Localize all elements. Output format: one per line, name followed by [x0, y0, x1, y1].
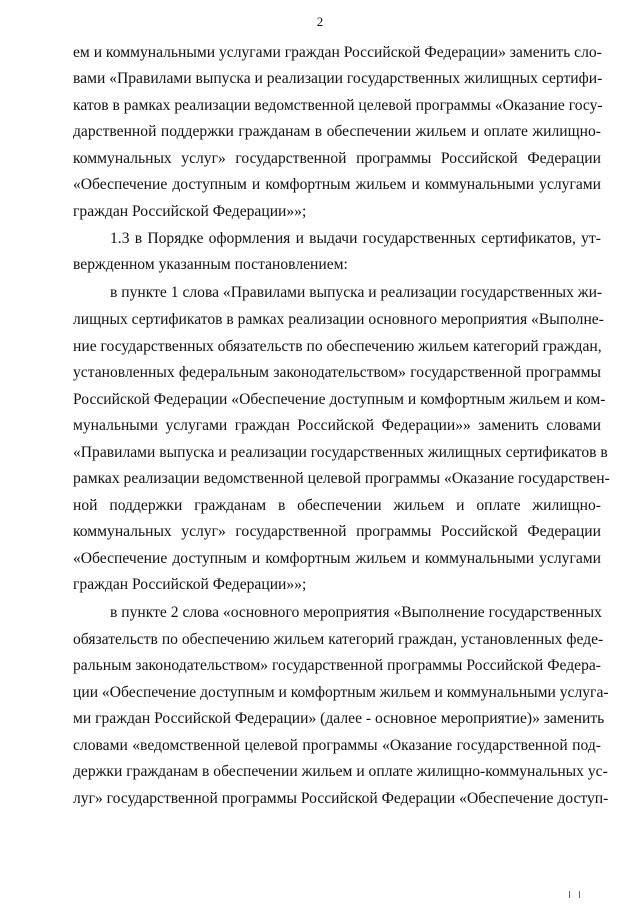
text-line: дарственной поддержки гражданам в обеспечении жильем и оплате жилищно- — [73, 123, 601, 140]
scan-marks — [566, 891, 586, 899]
text-line: «Обеспечение доступным и комфортным жильем и коммунальными услугами — [73, 550, 601, 567]
text-line: катов в рамках реализации ведомственной целевой программы «Оказание госу- — [73, 97, 603, 114]
text-line: ми граждан Российской Федерации» (далее - основное мероприятие)» заменить — [73, 710, 605, 727]
text-line: вами «Правилами выпуска и реализации государственных жилищных сертифи- — [73, 70, 603, 87]
text-line: ральным законодательством» государственной программы Российской Федера- — [73, 657, 601, 674]
text-line: луг» государственной программы Российской Федерации «Обеспечение доступ- — [73, 790, 609, 807]
text-line: ции «Обеспечение доступным и комфортным жильем и коммунальными услуга- — [73, 684, 609, 701]
text-line: вержденном указанным постановлением: — [73, 256, 348, 273]
text-line: рамках реализации ведомственной целевой программы «Оказание государствен- — [73, 470, 610, 487]
text-line: словами «ведомственной целевой программы «Оказание государственной под- — [73, 737, 601, 754]
page-number: 2 — [316, 14, 324, 29]
text-line: граждан Российской Федерации»»; — [73, 203, 307, 220]
text-line: мунальными услугами граждан Российской Федерации»» заменить словами — [73, 417, 601, 434]
text-line: ной поддержки гражданам в обеспечении жильем и оплате жилищно- — [73, 497, 601, 514]
text-line: держки гражданам в обеспечении жильем и оплате жилищно-коммунальных ус- — [73, 763, 608, 780]
text-line: в пункте 1 слова «Правилами выпуска и реализации государственных жи- — [110, 284, 603, 301]
text-line: 1.3 в Порядке оформления и выдачи государственных сертификатов, ут- — [110, 230, 601, 247]
text-line: граждан Российской Федерации»»; — [73, 576, 307, 593]
scan-mark — [569, 891, 570, 898]
text-line: «Обеспечение доступным и комфортным жильем и коммунальными услугами — [73, 176, 601, 193]
text-line: обязательств по обеспечению жильем категорий граждан, установленных феде- — [73, 631, 604, 648]
scan-mark — [579, 891, 580, 898]
text-line: лищных сертификатов в рамках реализации основного мероприятия «Выполне- — [73, 311, 604, 328]
text-line: в пункте 2 слова «основного мероприятия «Выполнение государственных — [110, 604, 602, 621]
text-line: установленных федеральным законодательством» государственной программы — [73, 364, 601, 381]
text-line: ем и коммунальными услугами граждан Российской Федерации» заменить сло- — [73, 44, 602, 61]
text-line: Российской Федерации «Обеспечение доступным и комфортным жильем и ком- — [73, 391, 606, 408]
text-line: коммунальных услуг» государственной программы Российской Федерации — [73, 150, 601, 167]
text-line: ние государственных обязательств по обеспечению жильем категорий граждан, — [73, 338, 602, 355]
text-line: «Правилами выпуска и реализации государственных жилищных сертификатов в — [73, 444, 608, 461]
text-line: коммунальных услуг» государственной программы Российской Федерации — [73, 523, 601, 540]
